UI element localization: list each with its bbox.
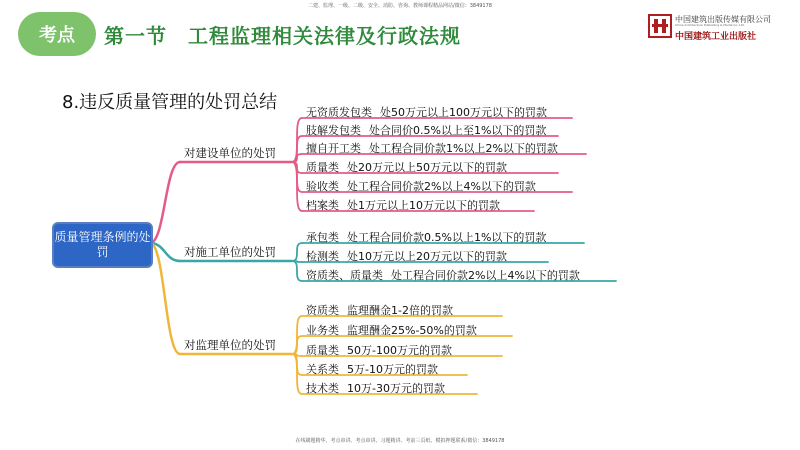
connector-branch-to-leaf (292, 162, 302, 211)
leaf-description: 处10万元以上20万元以下的罚款 (347, 250, 507, 263)
topic-badge: 考点 (18, 12, 96, 56)
leaf-item (306, 361, 438, 377)
leaf-item (306, 380, 445, 396)
leaf-category: 质量类 (306, 344, 339, 357)
leaf-description: 处1万元以上10万元以下的罚款 (347, 199, 500, 212)
branch-label: 对施工单位的处罚 (184, 245, 276, 259)
leaf-item (306, 122, 546, 138)
leaf-category: 质量类 (306, 161, 339, 174)
leaf-item (306, 322, 477, 338)
leaf-category: 擅自开工类 (306, 142, 361, 155)
bottom-watermark-text: 在线刷题精华、考点串讲、考点串讲、习题精讲、考前三页纸、模拟押题联系/微信：3849178 (295, 438, 505, 444)
leaf-category: 资质类、质量类 (306, 269, 383, 282)
connector-branch-to-leaf (292, 243, 302, 261)
publisher-name-en: China Architecture Publishing & Media Co.,Ltd. (675, 23, 745, 27)
leaf-description: 处工程合同价款2%以上4%以下的罚款 (347, 180, 536, 193)
leaf-description: 处工程合同价款0.5%以上1%以下的罚款 (347, 231, 547, 244)
leaf-category: 承包类 (306, 231, 339, 244)
leaf-description: 处20万元以上50万元以下的罚款 (347, 161, 507, 174)
mindmap-root: 质量管理条例的处罚 (52, 222, 153, 268)
leaf-description: 处工程合同价款2%以上4%以下的罚款 (391, 269, 580, 282)
leaf-item (306, 140, 558, 156)
connector-branch-to-leaf (292, 336, 302, 354)
publisher-name: 中国建筑出版传媒有限公司 (675, 15, 771, 24)
leaf-item (306, 248, 507, 264)
leaf-item (306, 267, 580, 283)
leaf-description: 5万-10万元的罚款 (347, 363, 438, 376)
leaf-category: 资质类 (306, 304, 339, 317)
leaf-description: 10万-30万元的罚款 (347, 382, 445, 395)
leaf-item (306, 229, 546, 245)
leaf-category: 检测类 (306, 250, 339, 263)
leaf-category: 验收类 (306, 180, 339, 193)
leaf-description: 监理酬金1-2倍的罚款 (347, 304, 453, 317)
leaf-category: 业务类 (306, 324, 339, 337)
leaf-category: 无资质发包类 (306, 106, 372, 119)
leaf-item (306, 342, 452, 358)
top-watermark-text: 二建、监理、一级、二级、安全、消防、咨询、教师课程精品网站/微信：3849178 (308, 3, 492, 9)
leaf-description: 监理酬金25%-50%的罚款 (347, 324, 477, 337)
connector-root-to-branch (150, 162, 180, 243)
publisher-press-name: 中国建筑工业出版社 (675, 32, 757, 42)
leaf-item (306, 178, 536, 194)
leaf-category: 技术类 (306, 382, 339, 395)
leaf-description: 处合同价0.5%以上至1%以下的罚款 (369, 124, 547, 137)
leaf-item (306, 197, 500, 213)
branch-label: 对建设单位的处罚 (184, 146, 276, 160)
section-title: 8.违反质量管理的处罚总结 (62, 92, 278, 113)
leaf-category: 档案类 (306, 199, 339, 212)
leaf-item (306, 302, 453, 318)
leaf-description: 处50万元以上100万元以下的罚款 (380, 106, 547, 119)
connector-branch-to-leaf (292, 261, 302, 281)
leaf-description: 50万-100万元的罚款 (347, 344, 452, 357)
leaf-item (306, 104, 547, 120)
branch-label: 对监理单位的处罚 (184, 338, 276, 352)
leaf-description: 处工程合同价款1%以上2%以下的罚款 (369, 142, 558, 155)
leaf-category: 关系类 (306, 363, 339, 376)
leaf-category: 肢解发包类 (306, 124, 361, 137)
header-title: 第一节 工程监理相关法律及行政法规 (104, 24, 461, 48)
leaf-item (306, 159, 507, 175)
